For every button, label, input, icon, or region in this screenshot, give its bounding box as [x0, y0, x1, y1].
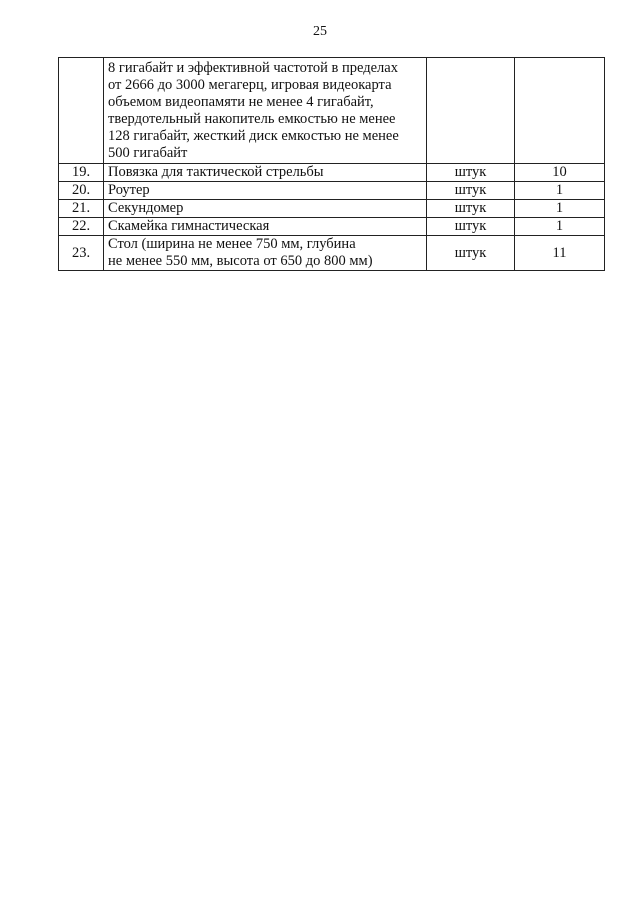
- table-row: [59, 182, 605, 200]
- item-name-cell: Секундомер: [104, 200, 427, 218]
- quantity-cell: 10: [515, 164, 605, 182]
- row-number-cell: 20.: [59, 182, 104, 200]
- item-name-cell: Повязка для тактической стрельбы: [104, 164, 427, 182]
- item-name-cell: [104, 58, 427, 164]
- row-number-cell: 21.: [59, 200, 104, 218]
- row-number-cell: [59, 58, 104, 164]
- unit-cell: [427, 58, 515, 164]
- table-row: [59, 218, 605, 236]
- unit-cell: штук: [427, 236, 515, 271]
- table-row: [59, 236, 605, 271]
- item-name-cell: Скамейка гимнастическая: [104, 218, 427, 236]
- quantity-cell: 1: [515, 200, 605, 218]
- unit-cell: штук: [427, 164, 515, 182]
- item-name-line: 128 гигабайт, жесткий диск емкостью не менее: [108, 128, 399, 144]
- table-row: [59, 164, 605, 182]
- item-name-line: объемом видеопамяти не менее 4 гигабайт,: [108, 94, 374, 110]
- row-number-cell: 19.: [59, 164, 104, 182]
- page-number: 25: [313, 24, 327, 39]
- item-name-line: не менее 550 мм, высота от 650 до 800 мм): [108, 253, 373, 269]
- item-name-line: от 2666 до 3000 мегагерц, игровая видеокарта: [108, 77, 392, 93]
- items-table: [58, 57, 605, 271]
- item-name-line: 500 гигабайт: [108, 145, 188, 161]
- item-name-line: Стол (ширина не менее 750 мм, глубина: [108, 236, 356, 252]
- quantity-cell: [515, 58, 605, 164]
- unit-cell: штук: [427, 182, 515, 200]
- row-number-cell: 23.: [59, 236, 104, 271]
- quantity-cell: 1: [515, 182, 605, 200]
- item-name-line: 8 гигабайт и эффективной частотой в пределах: [108, 60, 398, 76]
- quantity-cell: 11: [515, 236, 605, 271]
- item-name-line: твердотельный накопитель емкостью не менее: [108, 111, 396, 127]
- unit-cell: штук: [427, 218, 515, 236]
- table-row: [59, 58, 605, 164]
- item-name-cell: Роутер: [104, 182, 427, 200]
- quantity-cell: 1: [515, 218, 605, 236]
- row-number-cell: 22.: [59, 218, 104, 236]
- unit-cell: штук: [427, 200, 515, 218]
- item-name-cell: [104, 236, 427, 271]
- table-row: [59, 200, 605, 218]
